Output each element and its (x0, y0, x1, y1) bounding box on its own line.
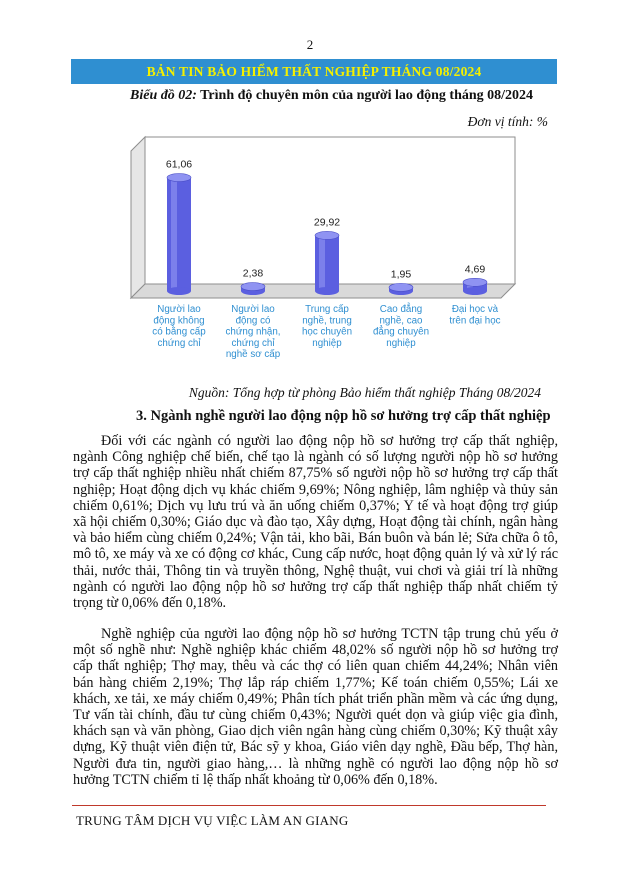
chart-caption-text: Trình độ chuyên môn của người lao động tháng 08/2024 (196, 88, 534, 103)
footer-organization: TRUNG TÂM DỊCH VỤ VIỆC LÀM AN GIANG (76, 813, 349, 828)
bar-value-label: 4,69 (464, 263, 486, 276)
category-label: nghề, cao (379, 315, 423, 327)
bar-top (315, 231, 339, 239)
paragraph-occupations: Nghề nghiệp của người lao động nộp hồ sơ hưởng TCTN tập trung chủ yếu ở một số nghề như: Nghề nghiệp khác chiếm 48,02% số người nộp hồ sơ hưởng trợ cấp thất nghiệp; Thợ may, thêu và các thợ có liên quan chiếm 44,24%; Nhân viên bán hàng chiếm 2,19%; Thợ lắp ráp chiếm 1,77%; Kế toán chiếm 0,55%; Lái xe khách, xe tải, xe máy chiếm 0,49%; Phân tích phát triển phần mềm và các ứng dụng, Tư vấn tài chính, đầu tư cùng chiếm 0,43%; Người quét dọn và giúp việc gia đình, khách sạn và văn phòng, Giao dịch viên ngân hàng cùng chiếm 0,30%; Kỹ thuật xây dựng, Kỹ thuật viên điện tử, Bác sỹ y khoa, Giáo viên dạy nghề, Đầu bếp, Thợ hàn, Người đưa tin, người giao hàng,… là những nghề có người lao động nộp hồ sơ hưởng TCTN chiếm tỉ lệ thấp nhất khoảng từ 0,06% đến 0,18%. (73, 626, 558, 788)
chart-bar (167, 174, 191, 295)
bar-highlight (319, 235, 325, 291)
category-label: trên đại học (449, 315, 501, 327)
chart-caption (130, 88, 533, 104)
paragraph-industries: Đối với các ngành có người lao động nộp hồ sơ hưởng trợ cấp thất nghiệp, ngành Công nghiệp chế biến, chế tạo là ngành có số lượng người nộp hồ sơ hưởng trợ cấp thất nghiệp nhiều nhất chiếm 87,75% số người nộp hồ sơ hưởng trợ cấp thất nghiệp; Hoạt động dịch vụ khác chiếm 9,69%; Nông nghiệp, lâm nghiệp và thủy sản chiếm 0,61%; Dịch vụ lưu trú và ăn uống chiếm 0,37%; Y tế và hoạt động trợ giúp xã hội chiếm 0,30%; Giáo dục và đào tạo, Xây dựng, Hoạt động tài chính, ngân hàng và bảo hiểm cùng chiếm 0,24%; Vận tải, kho bãi, Bán buôn và bán lẻ; Sửa chữa ô tô, mô tô, xe máy và xe có động cơ khác, Cung cấp nước, hoạt động quản lý và xử lý rác thải, nước thải, Thông tin và truyền thông, Nghệ thuật, vui chơi và giải trí là những ngành có người lao động nộp hồ sơ hưởng trợ cấp thất nghiệp thấp nhất chiếm tỷ trọng từ 0,06% đến 0,18%. (73, 433, 558, 612)
bar-value-label: 1,95 (390, 268, 412, 281)
bar-base (463, 287, 487, 295)
footer-divider (72, 805, 546, 806)
category-label: chứng chỉ (231, 337, 275, 349)
bar-value-label: 61,06 (165, 158, 193, 171)
section-heading: 3. Ngành nghề người lao động nộp hồ sơ hưởng trợ cấp thất nghiệp (136, 408, 551, 424)
category-label: chứng chỉ (157, 337, 201, 349)
qualification-bar-chart (120, 130, 520, 370)
category-label: Người lao (231, 304, 275, 315)
category-label: Người lao (157, 304, 201, 315)
category-label: động không (153, 315, 205, 327)
bar-top (389, 283, 413, 291)
category-label: nghiệp (312, 337, 342, 349)
report-banner: BẢN TIN BẢO HIỂM THẤT NGHIỆP THÁNG 08/2024 (71, 59, 557, 84)
bar-value-label: 29,92 (313, 216, 341, 229)
source-note: Nguồn: Tổng hợp từ phòng Bảo hiểm thất nghiệp Tháng 08/2024 (188, 385, 541, 400)
bar-top (241, 283, 265, 291)
category-label: có bằng cấp (152, 326, 206, 338)
category-label: nghề sơ cấp (225, 349, 281, 361)
plot-side-wall (131, 137, 145, 298)
category-label: Đại học và (451, 304, 499, 315)
bar-body (167, 178, 191, 291)
category-label: chứng nhận, (225, 326, 281, 338)
bar-base (315, 287, 339, 295)
chart-bar (241, 283, 265, 295)
category-label: Cao đẳng (379, 304, 423, 315)
chart-caption-prefix: Biểu đồ 02: (130, 88, 197, 103)
bar-value-label: 2,38 (242, 267, 264, 280)
bar-top (463, 278, 487, 286)
category-label: nghề, trung (302, 315, 352, 327)
chart-bar (389, 283, 413, 295)
page-number: 2 (306, 37, 314, 52)
category-label: nghiệp (386, 337, 416, 349)
bar-highlight (171, 178, 177, 291)
bar-body (315, 235, 339, 291)
bar-base (167, 287, 191, 295)
chart-bar (315, 231, 339, 295)
category-label: động có (235, 315, 271, 327)
chart-bar (463, 278, 487, 295)
category-label: Trung cấp (305, 304, 349, 315)
unit-label: Đơn vị tính: % (467, 114, 548, 129)
bar-top (167, 174, 191, 182)
category-label: học chuyên (301, 326, 353, 338)
category-label: đẳng chuyên (372, 326, 430, 338)
